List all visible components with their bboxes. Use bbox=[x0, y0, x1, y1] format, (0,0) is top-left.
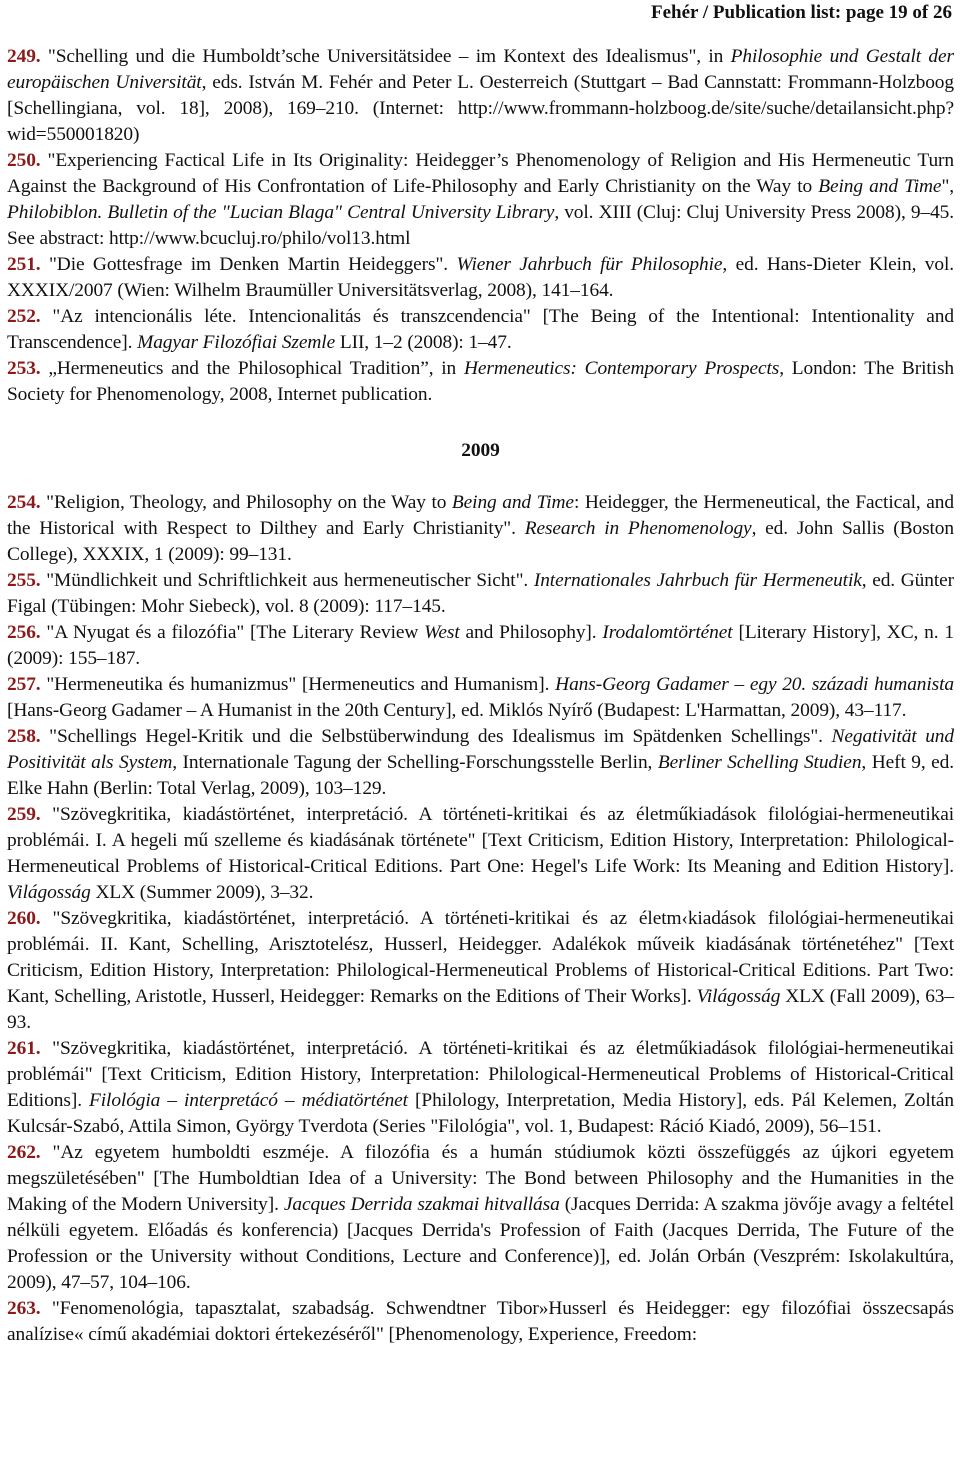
publication-entry bbox=[7, 148, 954, 252]
entry-number: 250. bbox=[7, 150, 41, 171]
entry-number: 263. bbox=[7, 1298, 41, 1319]
publication-entry bbox=[7, 802, 954, 906]
entry-text: , ed. Hans-Dieter Klein, vol. XXXIX/2007 (Wien: Wilhelm Braumüller Universitätsverlag, 2008), 141–164. bbox=[7, 254, 954, 301]
entry-text: [Literary History], XC, n. 1 (2009): 155–187. bbox=[7, 622, 954, 669]
entry-text: "Hermeneutika és humanizmus" [Hermeneutics and Humanism]. bbox=[40, 674, 556, 695]
entry-number: 259. bbox=[7, 804, 41, 825]
entry-italic-text: Hans-Georg Gadamer – egy 20. századi humanista bbox=[555, 674, 954, 695]
entry-text: "A Nyugat és a filozófia" [The Literary Review bbox=[40, 622, 425, 643]
entry-number: 262. bbox=[7, 1142, 41, 1163]
entry-text: "Schelling und die Humboldt’sche Universitätsidee – im Kontext des Idealismus", in bbox=[40, 46, 731, 67]
year-heading: 2009 bbox=[461, 440, 500, 461]
publication-entry bbox=[7, 620, 954, 672]
entry-number: 251. bbox=[7, 254, 41, 275]
entry-text: XLX (Summer 2009), 3–32. bbox=[90, 882, 314, 903]
entry-number: 253. bbox=[7, 358, 41, 379]
publication-entry bbox=[7, 724, 954, 802]
entry-italic-text: Jacques Derrida szakmai hitvallása bbox=[283, 1194, 560, 1215]
entry-italic-text: Research in Phenomenology bbox=[524, 518, 752, 539]
entry-text: , Heft 9, ed. Elke Hahn (Berlin: Total Verlag, 2009), 103–129. bbox=[7, 752, 954, 799]
entry-text: "Religion, Theology, and Philosophy on the Way to bbox=[40, 492, 452, 513]
entry-text: "Szövegkritika, kiadástörténet, interpretáció. A történeti-kritikai és az életműkiadások filológiai-hermeneutikai problémái. I. A hegeli mű szelleme és kiadásának története" [Text Criticism, Edition History, Interpretation: Philological-Hermeneutical Problems of Historical-Critical Editions. Part One: Hegel's Life Work: Its Meaning and Edition History]. bbox=[7, 804, 954, 877]
entry-text: , ed. John Sallis (Boston College), XXXIX, 1 (2009): 99–131. bbox=[7, 518, 954, 565]
entry-italic-text: Világosság bbox=[696, 986, 781, 1007]
entry-number: 252. bbox=[7, 306, 41, 327]
publication-entry bbox=[7, 672, 954, 724]
entry-text: , London: The British Society for Phenomenology, 2008, Internet publication. bbox=[7, 358, 955, 405]
entry-italic-text: Internationales Jahrbuch für Hermeneutik bbox=[533, 570, 862, 591]
entry-italic-text: Being and Time bbox=[451, 492, 574, 513]
entry-number: 249. bbox=[7, 46, 41, 67]
entry-text: "Die Gottesfrage im Denken Martin Heideggers". bbox=[40, 254, 457, 275]
entry-number: 260. bbox=[7, 908, 41, 929]
entry-italic-text: Berliner Schelling Studien bbox=[657, 752, 862, 773]
entry-italic-text: Being and Time bbox=[818, 176, 942, 197]
entry-text: ", bbox=[941, 176, 955, 197]
publication-entry bbox=[7, 356, 954, 408]
entry-number: 256. bbox=[7, 622, 41, 643]
entry-text: , eds. István M. Fehér and Peter L. Oesterreich (Stuttgart – Bad Cannstatt: Frommann-Holzboog [Schellingiana, vol. 18], 2008), 169–210. (Internet: http://www.frommann-holzboog.de/site/suche/detailansicht.php?wid=550001820) bbox=[7, 72, 954, 145]
entry-italic-text: Philobiblon. Bulletin of the "Lucian Blaga" Central University Library bbox=[7, 202, 555, 223]
publication-entry bbox=[7, 490, 954, 568]
entry-text: [Hans-Georg Gadamer – A Humanist in the 20th Century], ed. Miklós Nyírő (Budapest: L'Harmattan, 2009), 43–117. bbox=[7, 700, 907, 721]
entry-text: and Philosophy]. bbox=[459, 622, 603, 643]
entry-text: , ed. Günter Figal (Tübingen: Mohr Siebeck), vol. 8 (2009): 117–145. bbox=[7, 570, 954, 617]
entry-text: "Mündlichkeit und Schriftlichkeit aus hermeneutischer Sicht". bbox=[40, 570, 534, 591]
entry-italic-text: Wiener Jahrbuch für Philosophie bbox=[456, 254, 723, 275]
publication-entry bbox=[7, 252, 954, 304]
entry-number: 261. bbox=[7, 1038, 41, 1059]
entry-text: : Heidegger, the Hermeneutical, the Factical, and the Historical with Respect to Dilthey and Early Christianity". bbox=[7, 492, 954, 539]
entry-text: "Szövegkritika, kiadástörténet, interpretáció. A történeti-kritikai és az életműkiadások filológiai-hermeneutikai problémái" [Text Criticism, Edition History, Interpretation: Philological-Hermeneutical Problems of Historical-Critical Editions]. bbox=[7, 1038, 954, 1111]
entry-number: 258. bbox=[7, 726, 41, 747]
entry-text: , vol. XIII (Cluj: Cluj University Press 2008), 9–45. See abstract: http://www.bcucluj.ro/philo/vol13.html bbox=[7, 202, 955, 249]
entry-italic-text: Hermeneutics: Contemporary Prospects bbox=[463, 358, 780, 379]
entry-italic-text: Filológia – interpretácó – médiatörténet bbox=[89, 1090, 408, 1111]
entry-italic-text: Negativität und Positivität als System bbox=[7, 726, 954, 773]
publication-list bbox=[7, 44, 954, 1348]
entry-number: 255. bbox=[7, 570, 41, 591]
entry-text: "Schellings Hegel-Kritik und die Selbstüberwindung des Idealismus im Spätdenken Schellings". bbox=[40, 726, 832, 747]
entry-text: "Az intencionális léte. Intencionalitás és transzcendencia" [The Being of the Intentional: Intentionality and Transcendence]. bbox=[7, 306, 954, 353]
publication-entry bbox=[7, 1296, 954, 1348]
publication-entry bbox=[7, 568, 954, 620]
publication-entry bbox=[7, 906, 954, 1036]
publication-entry bbox=[7, 44, 954, 148]
entry-text: "Az egyetem humboldti eszméje. A filozófia és a humán stúdiumok közti összefüggés az újkori egyetem megszületésében" [The Humboldtian Idea of a University: The Bond between Philosophy and the Humanities in the Making of the Modern University]. bbox=[7, 1142, 954, 1215]
entry-text: (Jacques Derrida: A szakma jövője avagy a feltétel nélküli egyetem. Előadás és konferencia) [Jacques Derrida's Profession of Faith (Jacques Derrida, The Future of the Profession or the University without Conditions, Lecture and Conference)], ed. Jolán Orbán (Veszprém: Iskolakultúra, 2009), 47–57, 104–106. bbox=[7, 1194, 955, 1293]
publication-entry bbox=[7, 1140, 954, 1296]
entry-text: "Fenomenológia, tapasztalat, szabadság. Schwendtner Tibor»Husserl és Heidegger: egy filozófiai összecsapás analízise« című akadémiai doktori értekezéséről" [Phenomenology, Experience, Freedom: bbox=[7, 1298, 954, 1345]
entry-text: "Experiencing Factical Life in Its Originality: Heidegger’s Phenomenology of Religion and His Hermeneutic Turn Against the Background of His Confrontation of Life-Philosophy and Early Christianity on the Way to bbox=[7, 150, 954, 197]
entry-text: XLX (Fall 2009), 63–93. bbox=[7, 986, 954, 1033]
entry-text: LII, 1–2 (2008): 1–47. bbox=[335, 332, 512, 353]
entry-text: [Philology, Interpretation, Media History], eds. Pál Kelemen, Zoltán Kulcsár-Szabó, Attila Simon, György Tverdota (Series "Filológia", vol. 1, Budapest: Ráció Kiadó, 2009), 56–151. bbox=[7, 1090, 954, 1137]
entry-number: 257. bbox=[7, 674, 41, 695]
entry-italic-text: Magyar Filozófiai Szemle bbox=[137, 332, 336, 353]
entries-2008 bbox=[7, 44, 954, 408]
entry-italic-text: Világosság bbox=[7, 882, 91, 903]
publication-entry bbox=[7, 1036, 954, 1140]
entry-italic-text: West bbox=[424, 622, 460, 643]
entries-2009 bbox=[7, 490, 954, 1348]
entry-text: , Internationale Tagung der Schelling-Forschungsstelle Berlin, bbox=[172, 752, 658, 773]
entry-italic-text: Irodalomtörténet bbox=[602, 622, 733, 643]
entry-italic-text: Philosophie und Gestalt der europäischen Universität bbox=[7, 46, 954, 93]
page-header: Fehér / Publication list: page 19 of 26 bbox=[651, 2, 952, 23]
entry-number: 254. bbox=[7, 492, 41, 513]
entry-text: „Hermeneutics and the Philosophical Tradition”, in bbox=[40, 358, 464, 379]
entry-text: "Szövegkritika, kiadástörténet, interpretáció. A történeti-kritikai és az életm‹kiadások filológiai-hermeneutikai problémái. II. Kant, Schelling, Arisztotelész, Husserl, Heidegger. Adalékok műveik kiadásának történetéhez" [Text Criticism, Edition History, Interpretation: Philological-Hermeneutical Problems of Historical-Critical Editions. Part Two: Kant, Schelling, Aristotle, Husserl, Heidegger: Remarks on the Editions of Their Works]. bbox=[7, 908, 954, 1007]
publication-entry bbox=[7, 304, 954, 356]
